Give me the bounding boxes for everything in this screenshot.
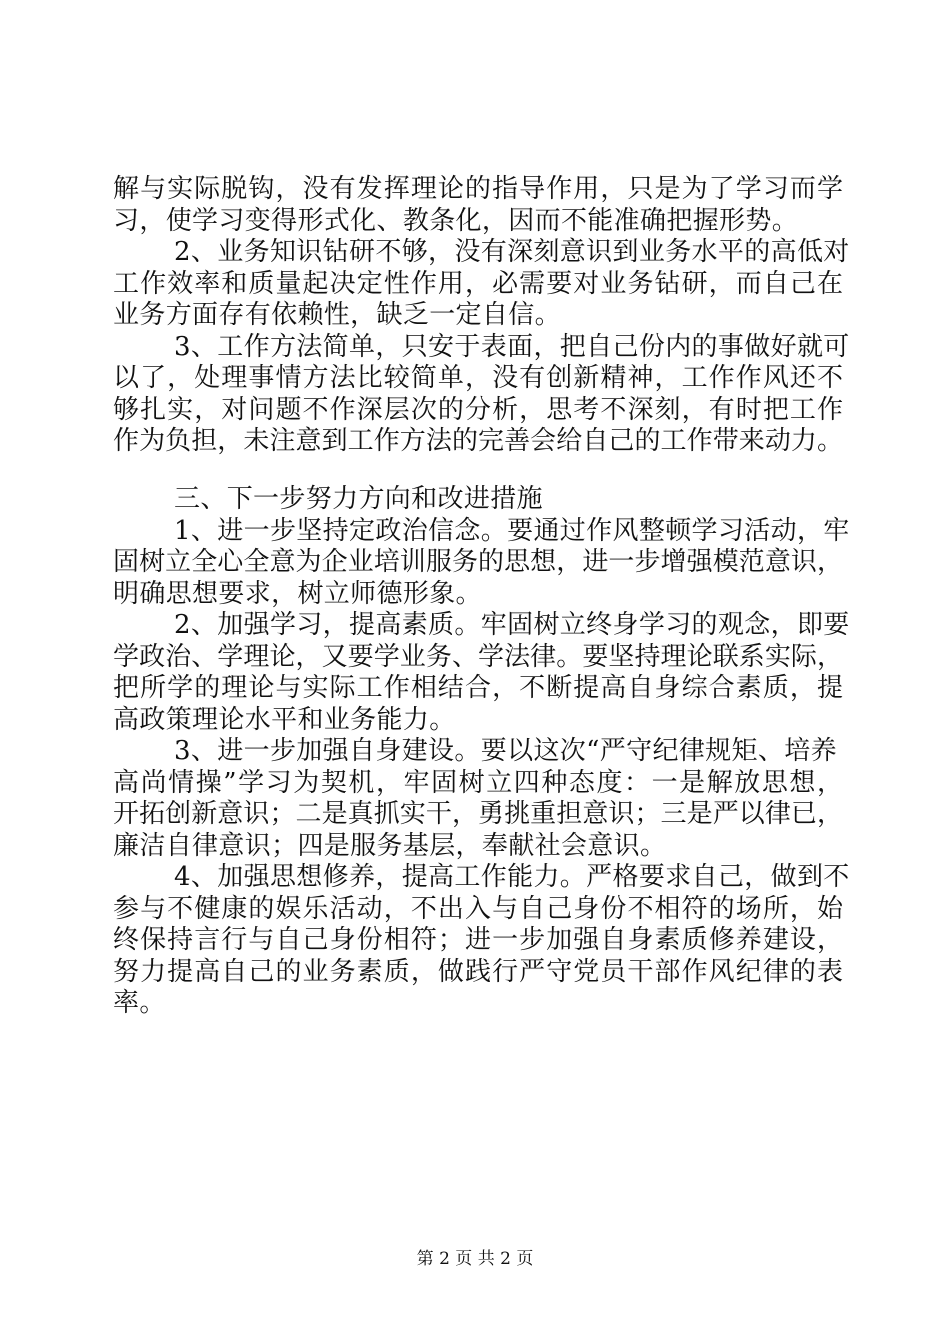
paragraph-line: 解与实际脱钩，没有发挥理论的指导作用，只是为了学习而学 <box>113 174 843 204</box>
paragraph-line: 作为负担，未注意到工作方法的完善会给自己的工作带来动力。 <box>113 426 843 456</box>
section-heading: 三、下一步努力方向和改进措施 <box>174 484 543 514</box>
paragraph-line: 明确思想要求，树立师德形象。 <box>113 579 482 609</box>
paragraph-line: 4、加强思想修养，提高工作能力。严格要求自己，做到不 <box>174 862 850 892</box>
paragraph-line: 终保持言行与自己身份相符；进一步加强自身素质修养建设， <box>113 925 843 955</box>
paragraph-line: 1、进一步坚持定政治信念。要通过作风整顿学习活动，牢 <box>174 516 850 546</box>
paragraph-line: 工作效率和质量起决定性作用，必需要对业务钻研，而自己在 <box>113 269 843 299</box>
paragraph-line: 参与不健康的娱乐活动，不出入与自己身份不相符的场所，始 <box>113 894 843 924</box>
paragraph-line: 习，使学习变得形式化、教条化，因而不能准确把握形势。 <box>113 206 799 236</box>
paragraph-line: 2、业务知识钻研不够，没有深刻意识到业务水平的高低对 <box>174 237 850 267</box>
paragraph-line: 2、加强学习，提高素质。牢固树立终身学习的观念，即要 <box>174 610 850 640</box>
paragraph-line: 固树立全心全意为企业培训服务的思想，进一步增强模范意识， <box>113 547 843 577</box>
paragraph-line: 业务方面存有依赖性，缺乏一定自信。 <box>113 300 561 330</box>
paragraph-line: 够扎实，对问题不作深层次的分析，思考不深刻，有时把工作 <box>113 395 843 425</box>
paragraph-line: 把所学的理论与实际工作相结合，不断提高自身综合素质，提 <box>113 673 843 703</box>
paragraph-line: 学政治、学理论，又要学业务、学法律。要坚持理论联系实际， <box>113 642 843 672</box>
paragraph-line: 3、工作方法简单，只安于表面，把自己份内的事做好就可 <box>174 332 850 362</box>
paragraph-line: 以了，处理事情方法比较简单，没有创新精神，工作作风还不 <box>113 363 843 393</box>
paragraph-line: 努力提高自己的业务素质，做践行严守党员干部作风纪律的表 <box>113 957 843 987</box>
paragraph-line: 廉洁自律意识；四是服务基层，奉献社会意识。 <box>113 831 667 861</box>
paragraph-line: 开拓创新意识；二是真抓实干，勇挑重担意识；三是严以律已， <box>113 799 843 829</box>
paragraph-line: 率。 <box>113 988 166 1018</box>
paragraph-line: 高政策理论水平和业务能力。 <box>113 705 456 735</box>
paragraph-line: 3、进一步加强自身建设。要以这次“严守纪律规矩、培养 <box>174 736 837 766</box>
page-number-footer: 第 2 页 共 2 页 <box>416 1249 534 1269</box>
paragraph-line: 高尚情操”学习为契机，牢固树立四种态度：一是解放思想， <box>113 768 843 798</box>
